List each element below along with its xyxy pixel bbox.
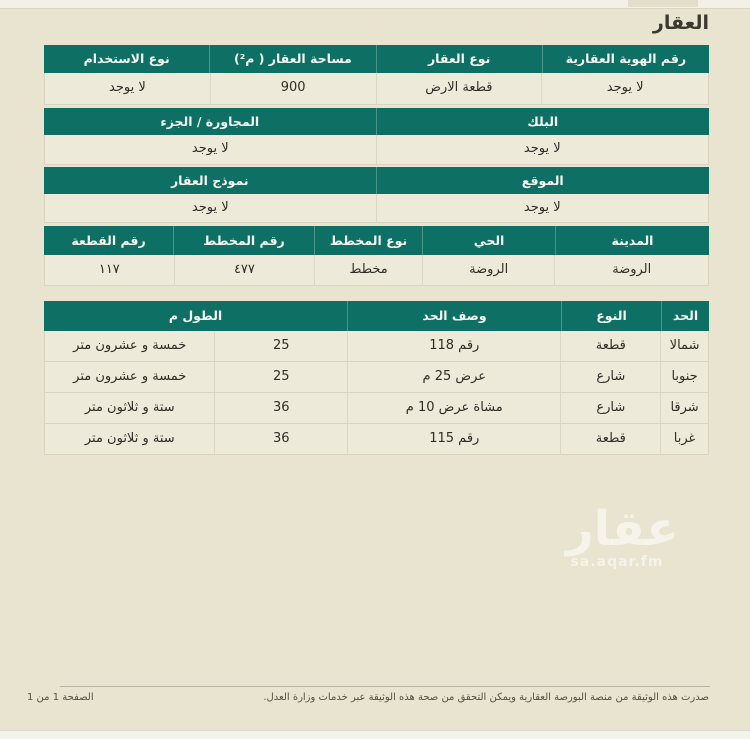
aqar-watermark [566,501,679,570]
boundary-type: قطعة [561,424,661,454]
aqar-site-url: sa.aqar.fm [570,553,664,570]
block-header: البلك [527,113,559,129]
location-table-row [44,194,709,223]
plan-type-value: مخطط [315,255,423,285]
footer-issuance-note: صدرت هذه الوثيقة من منصة البورصة العقارية ويمكن التحقق من صحة هذه الوثيقة عبر خدمات وزارة العدل. [263,692,709,703]
plot-number-header: رقم القطعة [44,226,174,255]
property-type-value: قطعة الارض [377,73,543,104]
property-model-value: لا يوجد [45,194,377,222]
property-type-header: نوع العقار [377,45,543,73]
property-id-value: لا يوجد [606,80,644,96]
boundary-length-text: ستة و ثلاثون متر [45,393,215,423]
boundary-length: 25 [215,362,348,392]
boundary-description: عرض 25 م [348,362,561,392]
adjacent-part-header: المجاورة / الجزء [44,108,377,135]
deed-tables [44,45,709,455]
boundary-length: 36 [215,393,348,423]
boundary-type: قطعة [561,331,661,361]
boundary-row-north [44,331,709,362]
district-header: الحي [423,226,556,255]
location-table-header [44,167,709,194]
property-table-header [44,45,709,73]
boundary-description: مشاة عرض 10 م [348,393,561,423]
usage-type-value: لا يوجد [45,73,211,104]
plan-type-header: نوع المخطط [315,226,423,255]
usage-type-header: نوع الاستخدام [44,45,210,73]
property-area-value: 900 [211,73,377,104]
boundary-description: رقم 118 [348,331,561,361]
boundary-description: رقم 115 [348,424,561,454]
boundaries-table-header [44,301,709,331]
district-value: الروضة [423,255,556,285]
city-value: الروضة [612,261,652,277]
boundary-type: شارع [561,393,661,423]
boundary-row-south [44,362,709,393]
footer-divider [60,686,710,687]
property-table-row [44,73,709,105]
boundary-side: غربا [673,430,696,446]
boundary-length-text: ستة و ثلاثون متر [45,424,215,454]
boundary-side-header: الحد [672,308,699,324]
boundary-type: شارع [561,362,661,392]
plan-number-header: رقم المخطط [174,226,315,255]
block-table-header [44,108,709,135]
footer-page-number: الصفحة 1 من 1 [27,692,94,703]
location-value: لا يوجد [523,199,561,215]
boundary-type-header: النوع [562,301,662,331]
city-header: المدينة [611,232,654,248]
plot-number-value: ١١٧ [45,255,175,285]
property-area-header: مساحة العقار ( م²) [210,45,376,73]
plan-table-header [44,226,709,255]
boundary-side: جنوبا [671,368,698,384]
boundary-row-west [44,424,709,455]
adjacent-part-value: لا يوجد [45,135,377,164]
location-header: الموقع [521,172,564,188]
section-title: العقار [652,12,709,34]
boundary-length: 36 [215,424,348,454]
block-table-row [44,135,709,165]
boundary-length-text: خمسة و عشرون متر [45,362,215,392]
aqar-logo: عقار [566,501,679,557]
boundary-description-header: وصف الحد [348,301,562,331]
plan-table-row [44,255,709,286]
boundary-length-header: الطول م [44,301,348,331]
boundary-length: 25 [215,331,348,361]
boundary-length-text: خمسة و عشرون متر [45,331,215,361]
plan-number-value: ٤٧٧ [175,255,316,285]
top-page-edge-notch [628,0,698,7]
property-id-header: رقم الهوية العقارية [565,51,687,67]
boundary-side: شمالا [669,337,700,353]
bottom-page-edge [0,730,750,739]
property-model-header: نموذج العقار [44,167,377,194]
block-value: لا يوجد [523,141,561,157]
boundary-row-east [44,393,709,424]
boundary-side: شرقا [670,399,699,415]
